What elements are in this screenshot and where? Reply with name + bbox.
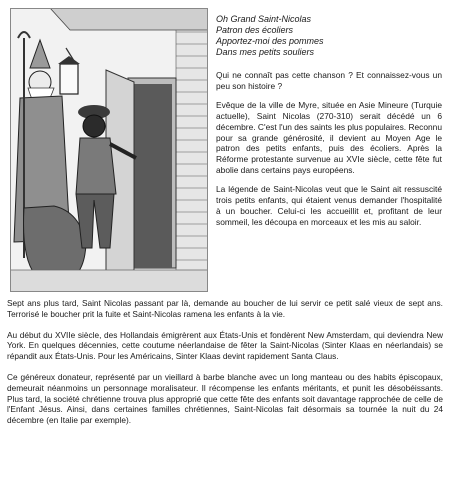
poem	[216, 14, 442, 58]
poem-line: Oh Grand Saint-Nicolas	[216, 14, 312, 24]
question-paragraph: Qui ne connaît pas cette chanson ? Et connaissez-vous un peu son histoire ?	[216, 70, 442, 91]
bottom-text	[7, 298, 443, 436]
right-column	[216, 14, 442, 236]
donor-paragraph: Ce généreux donateur, représenté par un vieillard à barbe blanche avec un long manteau ou des habits épiscopaux, demeurait néanmoins un personnage moralisateur. Il récompense les enfants méritants, et punit les désobéissants. Plus tard, la société chrétienne trouva plus approprié que cette fête des enfants soit davantage rapprochée de celle de l'Enfant Jésus. Ainsi, dans certaines familles chrétiennes, Saint-Nicolas fait désormais sa tournée la nuit du 24 décembre (en Italie par exemple).	[7, 371, 443, 426]
saint-nicolas-illustration	[10, 8, 208, 292]
seven-years-paragraph: Sept ans plus tard, Saint Nicolas passant par là, demande au boucher de lui servir ce petit salé vieux de sept ans. Terrorisé le boucher prit la fuite et Saint-Nicolas ramena les enfants à la vie.	[7, 298, 443, 319]
poem-line: Patron des écoliers	[216, 25, 294, 35]
dutch-paragraph: Au début du XVIIe siècle, des Hollandais émigrèrent aux États-Unis et fondèrent New Amsterdam, qui deviendra New York. En quelques décennies, cette coutume néerlandaise de fêter la Saint-Nicolas (Sinter Klaas en néerlandais) se répandit aux États-Unis. Pour les Américains, Sinter Klaas devint rapidement Santa Claus.	[7, 329, 443, 362]
poem-line: Dans mes petits souliers	[216, 47, 315, 57]
legend-paragraph: La légende de Saint-Nicolas veut que le Saint ait ressuscité trois petits enfants, qui étaient venus demander l'hospitalité à un boucher. Celui-ci les accueillit et, profitant de leur sommeil, les découpa en morceaux et les mis au saloir.	[216, 184, 442, 227]
history-paragraph: Evêque de la ville de Myre, située en Asie Mineure (Turquie actuelle), Saint Nicolas (270-310) serait décédé un 6 décembre. C'est l'un des saints les plus populaires. Reconnu pour sa grande générosité, il devient au Moyen Age le patron des petits enfants, puis des écoliers. Après la Réforme protestante survenue au XVIe siècle, cette fête fut abolie dans certains pays européens.	[216, 99, 442, 176]
poem-line: Apportez-moi des pommes	[216, 36, 324, 46]
